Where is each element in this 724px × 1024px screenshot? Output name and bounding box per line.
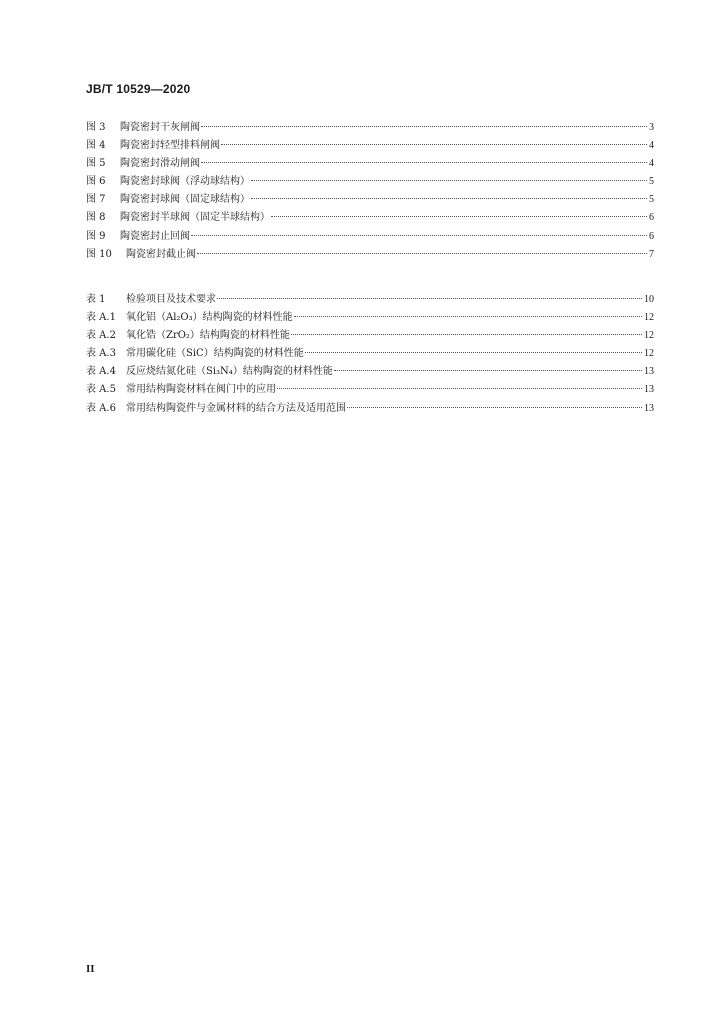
entry-title: 陶瓷密封球阀（固定球结构） <box>120 194 250 206</box>
toc-entry-table[interactable] <box>86 309 654 327</box>
document-id-header: JB/T 10529—2020 <box>86 82 191 96</box>
entry-page: 12 <box>644 330 654 342</box>
entry-number: 图 3 <box>86 122 106 133</box>
entry-page: 12 <box>644 348 654 360</box>
entry-title: 检验项目及技术要求 <box>126 294 216 305</box>
dot-leader <box>201 126 647 127</box>
entry-title: 常用结构陶瓷材料在阀门中的应用 <box>126 384 276 396</box>
dot-leader <box>251 180 647 181</box>
entry-page: 7 <box>649 248 654 260</box>
dot-leader <box>197 253 647 254</box>
toc-entry-table[interactable] <box>86 381 654 399</box>
entry-page: 10 <box>644 294 654 305</box>
entry-title: 氧化锆（ZrO₂）结构陶瓷的材料性能 <box>126 330 290 342</box>
entry-title: 陶瓷密封止回阀 <box>120 230 190 242</box>
dot-leader <box>291 334 642 335</box>
toc-entry-figure[interactable] <box>86 246 654 264</box>
toc-entry-figure[interactable] <box>86 209 654 227</box>
entry-number: 图 7 <box>86 194 106 206</box>
dot-leader <box>201 162 647 163</box>
toc-entry-figure[interactable] <box>86 191 654 209</box>
entry-number: 图 5 <box>86 158 106 170</box>
toc-entry-figure[interactable] <box>86 173 654 191</box>
dot-leader <box>347 407 642 408</box>
dot-leader <box>277 388 642 389</box>
entry-number: 图 6 <box>86 176 106 188</box>
page-number: II <box>86 963 95 975</box>
dot-leader <box>305 352 642 353</box>
entry-number: 图 8 <box>86 212 106 224</box>
entry-title: 陶瓷密封轻型排料闸阀 <box>120 140 220 152</box>
dot-leader <box>251 198 647 199</box>
entry-page: 6 <box>649 230 654 242</box>
entry-number: 表 1 <box>86 294 106 305</box>
entry-title: 陶瓷密封干灰闸阀 <box>120 122 200 133</box>
toc-entry-figure[interactable] <box>86 155 654 173</box>
entry-page: 4 <box>649 140 654 152</box>
dot-leader <box>191 235 647 236</box>
toc-entry-figure[interactable] <box>86 228 654 246</box>
entry-page: 12 <box>644 312 654 324</box>
entry-page: 5 <box>649 176 654 188</box>
dot-leader <box>217 298 642 299</box>
entry-title: 反应烧结氮化硅（Si₃N₄）结构陶瓷的材料性能 <box>126 366 333 378</box>
entry-page: 3 <box>649 122 654 133</box>
entry-title: 陶瓷密封半球阀（固定半球结构） <box>120 212 270 224</box>
toc-entry-table[interactable] <box>86 345 654 363</box>
entry-number: 表 A.3 <box>86 348 116 360</box>
toc-entry-table[interactable] <box>86 400 654 418</box>
entry-number: 表 A.2 <box>86 330 116 342</box>
entry-number: 图 9 <box>86 230 106 242</box>
entry-page: 13 <box>644 402 654 414</box>
dot-leader <box>221 144 647 145</box>
toc-entry-figure[interactable] <box>86 119 654 137</box>
entry-title: 陶瓷密封截止阀 <box>126 248 196 260</box>
entry-number: 表 A.4 <box>86 366 116 378</box>
entry-page: 13 <box>644 366 654 378</box>
entry-title: 常用结构陶瓷件与金属材料的结合方法及适用范围 <box>126 402 346 414</box>
toc-entry-figure[interactable] <box>86 137 654 155</box>
dot-leader <box>271 216 647 217</box>
entry-number: 图 10 <box>86 248 112 260</box>
entry-page: 5 <box>649 194 654 206</box>
entry-number: 表 A.6 <box>86 402 116 414</box>
dot-leader <box>334 370 642 371</box>
entry-page: 4 <box>649 158 654 170</box>
entry-title: 陶瓷密封球阀（浮动球结构） <box>120 176 250 188</box>
figure-list <box>86 119 654 264</box>
entry-title: 陶瓷密封滑动闸阀 <box>120 158 200 170</box>
entry-title: 常用碳化硅（SiC）结构陶瓷的材料性能 <box>126 348 304 360</box>
toc-entry-table[interactable] <box>86 363 654 381</box>
entry-number: 表 A.1 <box>86 312 116 324</box>
dot-leader <box>294 316 642 317</box>
entry-page: 13 <box>644 384 654 396</box>
entry-number: 图 4 <box>86 140 106 152</box>
entry-title: 氧化铝（Al₂O₃）结构陶瓷的材料性能 <box>126 312 293 324</box>
entry-number: 表 A.5 <box>86 384 116 396</box>
table-list <box>86 291 654 418</box>
toc-entry-table[interactable] <box>86 327 654 345</box>
toc-entry-table[interactable] <box>86 291 654 309</box>
entry-page: 6 <box>649 212 654 224</box>
